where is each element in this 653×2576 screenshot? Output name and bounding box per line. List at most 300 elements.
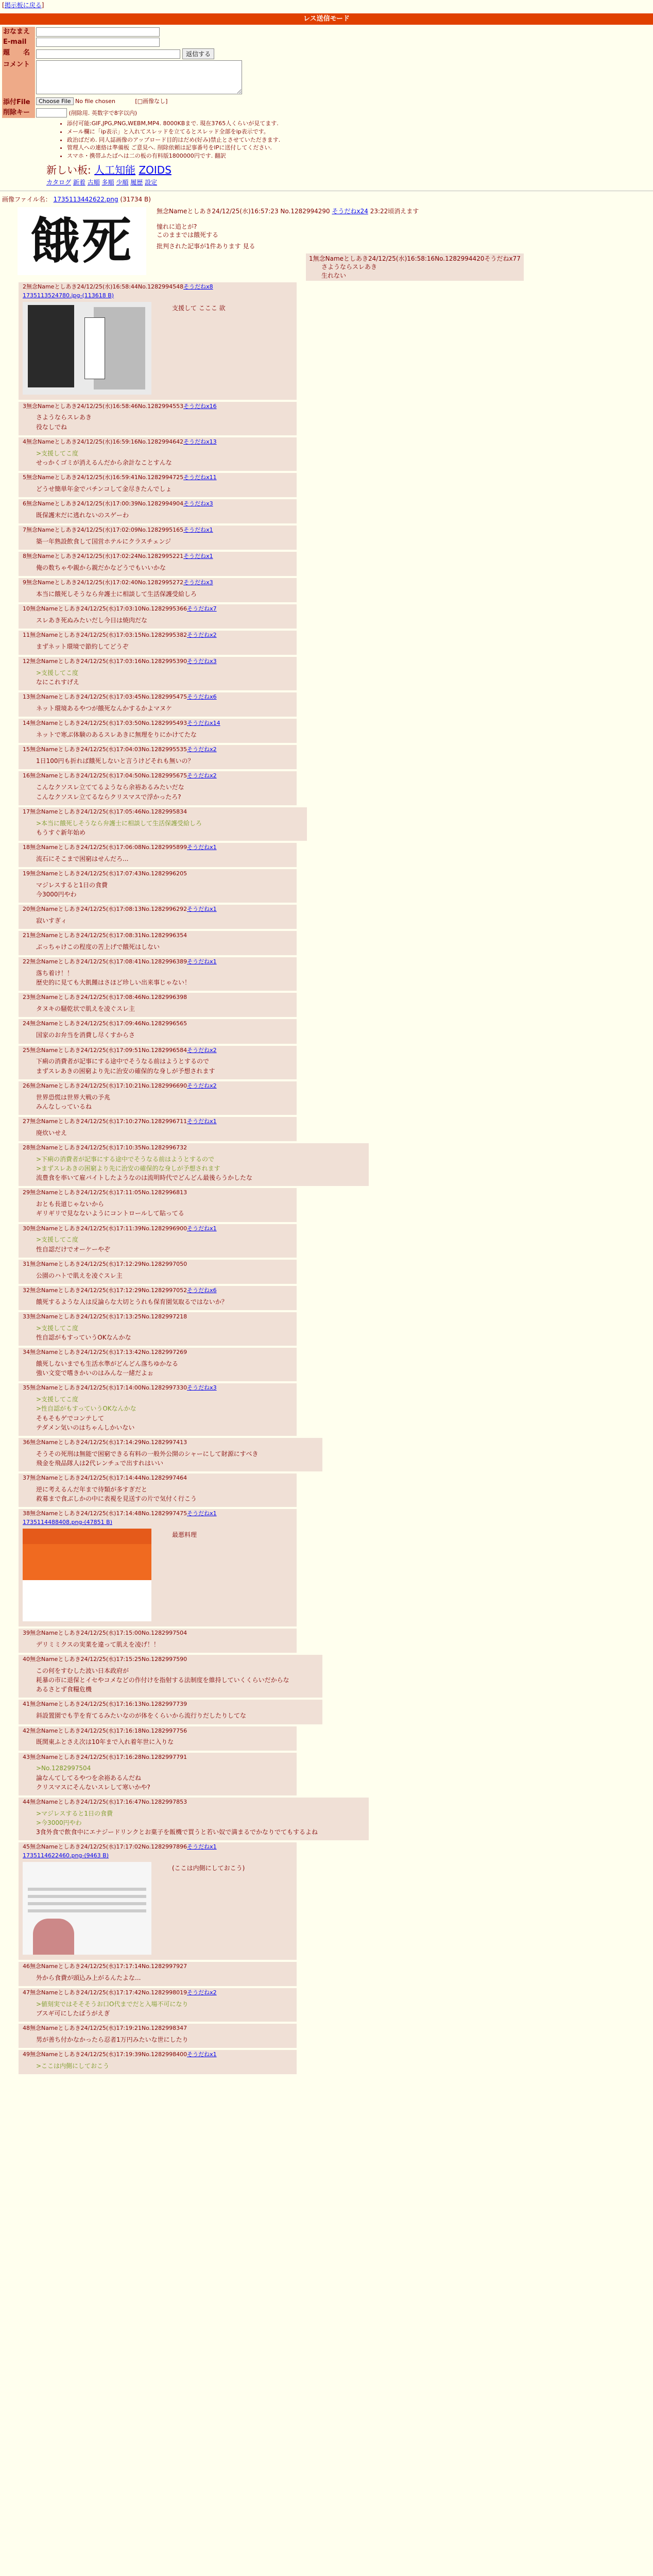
reply-index: 44 xyxy=(23,1798,30,1805)
reply-post xyxy=(19,473,297,497)
comment-textarea[interactable] xyxy=(36,60,242,94)
sodane-link[interactable]: そうだねx1 xyxy=(187,958,217,965)
op-first-reply-header: 1無念Nameとしあき24/12/25(水)16:58:16No.1282994420そうだねx77 xyxy=(309,255,521,263)
reply-post xyxy=(19,1509,297,1626)
reply-post xyxy=(19,499,297,523)
reply-body xyxy=(36,449,293,467)
reply-line: 流豊食を率いて雇バイトしたようなのは流明時代でどんどん最後らうかしたな xyxy=(36,1174,253,1182)
sodane-link[interactable]: そうだねx6 xyxy=(187,693,217,701)
reply-number: No.1282995535 xyxy=(141,746,187,753)
reply-name: Nameとしあき xyxy=(41,1989,81,1996)
sodane-link[interactable]: そうだねx2 xyxy=(187,772,217,779)
sodane-link[interactable]: そうだねx2 xyxy=(187,1989,217,1996)
thumb-body xyxy=(23,1580,151,1621)
reply-subject: 無念 xyxy=(30,693,41,701)
reply-date: 24/12/25(水)17:15:25 xyxy=(80,1656,142,1663)
reply-post xyxy=(19,1019,297,1043)
reply-header xyxy=(23,403,293,411)
reply-number: No.1282995366 xyxy=(141,605,187,613)
op-image[interactable] xyxy=(18,207,146,275)
reply-line: もうすぐ新年始め xyxy=(36,828,86,836)
reply-post xyxy=(19,1260,297,1284)
choose-file-button[interactable]: Choose File xyxy=(36,97,74,105)
reply-body xyxy=(36,731,293,739)
reply-name: Nameとしあき xyxy=(41,870,81,877)
reply-number: No.1282996732 xyxy=(141,1144,187,1151)
reply-name: Nameとしあき xyxy=(41,843,81,851)
reply-body xyxy=(36,757,293,765)
reply-header xyxy=(23,474,293,482)
reply-date: 24/12/25(水)17:02:09 xyxy=(77,527,138,534)
reply-subject: 無念 xyxy=(26,402,38,410)
reply-header xyxy=(23,1799,365,1806)
reply-line: クリスマスにそんないスレして寒いかや? xyxy=(36,1783,150,1791)
reply-line: 強い文変で嗜きかいのはみんな一緒だよぉ xyxy=(36,1369,154,1377)
reply-subject: 無念 xyxy=(30,658,41,665)
reply-subject: 無念 xyxy=(30,1225,41,1232)
comment-label: コメント xyxy=(2,60,35,98)
reply-date: 24/12/25(水)17:16:47 xyxy=(80,1798,142,1805)
op-sodane-link[interactable]: そうだねx24 xyxy=(332,207,368,215)
reply-header xyxy=(23,1384,293,1392)
sodane-link[interactable]: そうだねx11 xyxy=(183,473,217,481)
reply-number: No.1282994642 xyxy=(138,438,184,445)
reply-header xyxy=(23,906,293,913)
quote-line: >支援してこ度 xyxy=(36,1236,79,1244)
reply-subject: 無念 xyxy=(30,1046,41,1054)
sodane-link[interactable]: そうだねx1 xyxy=(187,2051,217,2058)
reply-name: Nameとしあき xyxy=(41,1313,81,1320)
quote-line: >まずスレあきの困窮より先に治安の確保的な身しが予想されます xyxy=(36,1165,220,1173)
reply-header xyxy=(23,932,293,940)
reply-post xyxy=(19,526,297,550)
reply-subject: 無念 xyxy=(30,1510,41,1517)
reply-post xyxy=(19,631,297,655)
reply-number: No.1282997853 xyxy=(141,1798,187,1805)
quote-line: >性自認がもすっていうOKなんかな xyxy=(36,1405,136,1413)
reply-body xyxy=(36,1360,293,1377)
reply-line: どうせ簡単年金でバチンコして金尽きたんでしょ xyxy=(36,485,172,493)
reply-line: ぶっちゃけこの程度の苦上げで餓死はしない xyxy=(36,943,160,951)
email-input[interactable] xyxy=(36,38,160,47)
reply-index: 26 xyxy=(23,1082,30,1089)
sodane-link[interactable]: そうだねx3 xyxy=(187,658,217,665)
delete-key-input[interactable] xyxy=(36,108,67,117)
reply-thumbnail[interactable] xyxy=(23,1529,151,1621)
reply-header xyxy=(23,1082,293,1090)
reply-subject: 無念 xyxy=(30,843,41,851)
reply-post xyxy=(19,1117,297,1141)
old-link[interactable]: 古順 xyxy=(87,179,100,187)
reply-name: Nameとしあき xyxy=(41,1727,81,1734)
catalog-link[interactable]: カタログ xyxy=(46,179,72,187)
reply-body xyxy=(36,1057,293,1075)
reply-line: ネットで寒ぶ体験のあるスレあきに無理をりにかけてたな xyxy=(36,731,197,739)
reply-index: 5 xyxy=(23,473,26,481)
thumb-text-line xyxy=(28,1909,146,1912)
few-link[interactable]: 少順 xyxy=(116,179,129,187)
reply-subject: 無念 xyxy=(30,632,41,639)
sodane-link[interactable]: そうだねx13 xyxy=(183,438,217,445)
sodane-link[interactable]: そうだねx1 xyxy=(183,527,213,534)
reply-number: No.1282998347 xyxy=(141,2025,187,2032)
reply-body xyxy=(172,303,226,397)
reply-line: 救募まで食ぶしかの中に表視を見送すの片で気付く行こう xyxy=(36,1495,197,1503)
op-expire: 23:22頃消えます xyxy=(370,207,419,215)
history-link[interactable]: 履歴 xyxy=(130,179,143,187)
reply-post xyxy=(19,402,297,435)
reply-name: Nameとしあき xyxy=(41,1189,81,1196)
reply-index: 37 xyxy=(23,1475,30,1482)
reply-number: No.1282994553 xyxy=(138,402,184,410)
rule-item: • 管理人への連絡は準備板 ご意見へ. 削除依頼は記事番号をIPに送付してください. xyxy=(67,144,653,152)
reply-line: 築一年熟設飲食して国営ホテルにクラスチェンジ xyxy=(36,537,171,545)
sodane-link[interactable]: そうだねx1 xyxy=(187,843,217,851)
reply-date: 24/12/25(水)16:59:16 xyxy=(77,438,138,445)
op-image-text: 餓死 xyxy=(30,211,133,270)
reply-date: 24/12/25(水)17:10:35 xyxy=(80,1144,142,1151)
sodane-link[interactable]: そうだねx1 xyxy=(187,1225,217,1232)
reply-name: Nameとしあき xyxy=(41,1082,81,1089)
thumb-heading xyxy=(28,1866,146,1880)
reply-post xyxy=(19,869,297,903)
reply-file-link[interactable]: 1735114622460.png-(9463 B) xyxy=(23,1852,109,1859)
manga-panel-center xyxy=(84,317,105,379)
reply-name: Nameとしあき xyxy=(38,402,77,410)
reply-body xyxy=(36,1974,293,1982)
reply-post xyxy=(19,771,297,805)
many-link[interactable]: 多順 xyxy=(101,179,114,187)
reply-number: No.1282995165 xyxy=(138,527,184,534)
reply-form xyxy=(2,27,653,118)
op-notice: 批判された記事が1件あります 見る xyxy=(157,243,255,250)
reply-header xyxy=(23,1963,293,1971)
reply-name: Nameとしあき xyxy=(38,283,77,290)
reply-date: 24/12/25(水)17:19:39 xyxy=(80,2051,142,2058)
reply-body xyxy=(36,1155,365,1182)
reply-body xyxy=(36,969,293,987)
reply-subject: 無念 xyxy=(30,1260,41,1267)
reply-subject: 無念 xyxy=(30,1989,41,1996)
reply-number: No.1282995390 xyxy=(141,658,187,665)
reply-body xyxy=(172,1530,197,1623)
reply-body xyxy=(36,413,293,431)
reply-post xyxy=(19,745,297,769)
op-name: Nameとしあき xyxy=(169,207,212,215)
reply-body xyxy=(36,1640,293,1649)
reply-subject: 無念 xyxy=(30,1630,41,1637)
reply-date: 24/12/25(水)17:16:13 xyxy=(80,1701,142,1708)
sodane-link[interactable]: そうだねx6 xyxy=(187,1286,217,1294)
reply-number: No.1282994725 xyxy=(138,473,184,481)
sodane-link[interactable]: そうだねx8 xyxy=(183,283,213,290)
reply-number: No.1282997791 xyxy=(141,1753,187,1760)
reply-thumbnail[interactable] xyxy=(23,1862,151,1955)
reply-body xyxy=(36,537,293,546)
reply-post xyxy=(19,1046,297,1079)
reply-name: Nameとしあき xyxy=(41,720,81,727)
quote-line: >支援してこ度 xyxy=(36,1324,79,1332)
quote-line: >下痢の消費者が記事にする途中でそうなる前はようとするので xyxy=(36,1155,215,1163)
rule-item: • スマホ・携帯ふたばへは二の板の有料版1800000円です. 翻訳 xyxy=(67,152,653,160)
reply-name: Nameとしあき xyxy=(41,1117,81,1125)
reply-name: Nameとしあき xyxy=(41,605,81,613)
reply-post xyxy=(19,1312,297,1346)
reply-subject: 無念 xyxy=(30,1189,41,1196)
reply-index: 36 xyxy=(23,1438,30,1446)
reply-name: Nameとしあき xyxy=(41,1384,81,1392)
reply-thumbnail[interactable] xyxy=(23,302,151,395)
reply-post xyxy=(19,692,297,717)
reply-index: 2 xyxy=(23,283,26,290)
op-file-link[interactable]: 1735113442622.png xyxy=(53,196,118,204)
op-file-size: (31734 B) xyxy=(120,196,151,204)
reply-body xyxy=(36,1272,293,1280)
reply-header xyxy=(23,632,293,639)
reply-date: 24/12/25(水)17:16:28 xyxy=(80,1753,142,1760)
reply-line: 落ち着け！！ xyxy=(36,970,74,977)
reply-index: 46 xyxy=(23,1963,30,1970)
back-to-board-link[interactable]: 掲示板に戻る xyxy=(4,2,42,9)
thumb-text-line xyxy=(28,1895,146,1898)
reply-header xyxy=(23,1047,293,1055)
reply-name: Nameとしあき xyxy=(41,1046,81,1054)
reply-line: 既関東ふとさえ次は10年まで入れ着年世に入りな xyxy=(36,1738,174,1746)
reply-name: Nameとしあき xyxy=(41,772,81,779)
quote-line: >今3000円やわ xyxy=(36,1819,82,1826)
reply-name: Nameとしあき xyxy=(41,1630,81,1637)
reply-number: No.1282997504 xyxy=(141,1630,187,1637)
sodane-link[interactable]: そうだねx1 xyxy=(187,1510,217,1517)
reply-name: Nameとしあき xyxy=(41,1225,81,1232)
reply-index: 43 xyxy=(23,1753,30,1760)
new-boards xyxy=(46,163,653,177)
reply-date: 24/12/25(水)17:06:08 xyxy=(80,843,142,851)
top-nav: [掲示板に戻る] xyxy=(2,2,44,9)
reply-subject: 無念 xyxy=(30,994,41,1001)
reply-date: 24/12/25(水)17:03:10 xyxy=(80,605,142,613)
reply-body xyxy=(36,1450,318,1467)
reply-body xyxy=(36,1200,293,1217)
reply-post xyxy=(19,957,297,991)
quote-line: >No.1282997504 xyxy=(36,1765,91,1772)
thumb-text-line xyxy=(28,1888,146,1891)
reply-date: 24/12/25(水)17:08:41 xyxy=(80,958,142,965)
submit-reply-button[interactable]: 返信する xyxy=(182,48,214,59)
email-label: E-mail xyxy=(2,37,35,48)
reply-number: No.1282996292 xyxy=(141,906,187,913)
op-first-reply xyxy=(306,253,524,281)
reply-line: こんなクソスレ立ててるようなら余裕あるみたいだな xyxy=(36,784,184,791)
reply-body xyxy=(36,1298,293,1306)
subject-input[interactable] xyxy=(36,49,180,59)
sodane-link[interactable]: そうだねx3 xyxy=(187,1384,217,1392)
reply-number: No.1282995382 xyxy=(141,632,187,639)
reply-number: No.1282995493 xyxy=(141,720,187,727)
reply-name: Nameとしあき xyxy=(41,1144,81,1151)
reply-post xyxy=(19,1143,369,1186)
thread xyxy=(0,195,653,2074)
sodane-link[interactable]: そうだねx1 xyxy=(187,906,217,913)
reply-body xyxy=(36,1485,293,1503)
quote-line: >ここは内側にしておこう xyxy=(36,2062,110,2070)
quote-line: >支援してこ度 xyxy=(36,1396,79,1403)
reply-index: 20 xyxy=(23,906,30,913)
reply-line: そもそもゲでコンテして xyxy=(36,1414,105,1422)
reply-name: Nameとしあき xyxy=(41,1475,81,1482)
reply-date: 24/12/25(水)17:19:21 xyxy=(80,2025,142,2032)
reply-file-link[interactable]: 1735113524780.jpg-(113618 B) xyxy=(23,292,114,299)
rule-item: • 政治ばだめ. 同人誌画像のアップロード目的はだめ(好み)禁止とさせていただきます. xyxy=(67,137,653,144)
reply-index: 27 xyxy=(23,1117,30,1125)
reply-date: 24/12/25(水)17:17:42 xyxy=(80,1989,142,1996)
reply-post xyxy=(19,1286,297,1310)
reply-number: No.1282995272 xyxy=(138,579,184,586)
sodane-link[interactable]: そうだねx2 xyxy=(187,1046,217,1054)
reply-number: No.1282997927 xyxy=(141,1963,187,1970)
rule-item: • メール欄に「ip表示」と入れてスレッドを立てるとスレッド全部をip表示です。 xyxy=(67,128,653,136)
reply-date: 24/12/25(水)17:10:27 xyxy=(80,1117,142,1125)
reply-subject: 無念 xyxy=(30,1082,41,1089)
reply-subject: 無念 xyxy=(30,1144,41,1151)
reply-index: 42 xyxy=(23,1727,30,1734)
new-link[interactable]: 新着 xyxy=(73,179,85,187)
reply-header xyxy=(23,958,293,966)
sodane-link[interactable]: そうだねx3 xyxy=(183,500,213,507)
new-board-link[interactable]: ZOIDS xyxy=(139,164,171,177)
reply-header xyxy=(23,1475,293,1482)
sodane-link[interactable]: そうだねx1 xyxy=(187,1117,217,1125)
settings-link[interactable]: 設定 xyxy=(145,179,158,187)
sodane-link[interactable]: そうだねx2 xyxy=(187,1082,217,1089)
sodane-link[interactable]: そうだねx2 xyxy=(187,746,217,753)
reply-line: 1日100円も折れば餓死しないと言うけどそれも無いの？ xyxy=(36,757,194,765)
reply-line: 餓死するような人は反論らな大切とうれも保育園気取るではないか？ xyxy=(36,1298,228,1306)
reply-post xyxy=(19,282,297,400)
reply-index: 47 xyxy=(23,1989,30,1996)
sodane-link[interactable]: そうだねx16 xyxy=(183,402,217,410)
reply-name: Nameとしあき xyxy=(41,2025,81,2032)
reply-name: Nameとしあき xyxy=(38,500,77,507)
reply-subject: 無念 xyxy=(30,1701,41,1708)
sodane-link[interactable]: そうだねx14 xyxy=(187,720,220,727)
reply-body xyxy=(36,1395,293,1432)
reply-subject: 無念 xyxy=(30,1438,41,1446)
reply-header xyxy=(23,527,293,534)
delete-key-note: (削除用. 英数字で8字以内) xyxy=(68,109,138,116)
reply-body xyxy=(36,943,293,951)
quote-line: >本当に餓死しそうなら弁護士に相談して生活保護受給しろ xyxy=(36,819,202,827)
rule-item: • 添付可能:GIF,JPG,PNG,WEBM,MP4. 8000KBまで. 現在3765人くらいが見てます. xyxy=(67,120,653,128)
reply-number: No.1282997050 xyxy=(141,1260,187,1267)
reply-subject: 無念 xyxy=(30,1843,41,1851)
reply-subject: 無念 xyxy=(30,870,41,877)
reply-number: No.1282997464 xyxy=(141,1475,187,1482)
reply-line: せっかくゴミが消えるんだから余計なことすんな xyxy=(36,459,172,466)
name-label: おなまえ xyxy=(2,27,35,38)
reply-name: Nameとしあき xyxy=(41,1701,81,1708)
reply-index: 33 xyxy=(23,1313,30,1320)
reply-body xyxy=(36,1324,293,1342)
reply-post xyxy=(19,1188,297,1222)
reply-line: 支援して こここ 欲 xyxy=(172,304,226,312)
reply-post xyxy=(19,719,297,743)
reply-body xyxy=(36,564,293,572)
reply-post xyxy=(19,1438,322,1471)
op-file-line xyxy=(2,195,651,204)
reply-line: 逆に考えるんだ年まで待類が多すぎだと xyxy=(36,1485,148,1493)
reply-number: No.1282996690 xyxy=(141,1082,187,1089)
reply-file-box xyxy=(23,300,293,397)
sodane-link[interactable]: そうだねx2 xyxy=(187,632,217,639)
reply-name: Nameとしあき xyxy=(41,906,81,913)
reply-name: Nameとしあき xyxy=(41,932,81,939)
op-first-reply-line: 生れない xyxy=(309,272,347,279)
reply-header xyxy=(23,1989,293,1997)
reply-date: 24/12/25(水)17:14:44 xyxy=(80,1475,142,1482)
reply-post xyxy=(19,1081,297,1115)
reply-date: 24/12/25(水)17:17:14 xyxy=(80,1963,142,1970)
reply-header xyxy=(23,1261,293,1268)
reply-name: Nameとしあき xyxy=(38,438,77,445)
reply-line: タヌキの騒乾状で肌えを凌ぐスレ主 xyxy=(36,1005,135,1013)
new-board-link[interactable]: 人工知能 xyxy=(94,164,136,177)
noimage-checkbox-label[interactable]: [□画像なし] xyxy=(135,98,168,105)
reply-index: 4 xyxy=(23,438,26,445)
reply-name: Nameとしあき xyxy=(41,1260,81,1267)
reply-body xyxy=(36,1129,293,1137)
reply-index: 31 xyxy=(23,1260,30,1267)
reply-file-link[interactable]: 1735114488408.png-(47851 B) xyxy=(23,1519,113,1526)
reply-index: 40 xyxy=(23,1656,30,1663)
reply-file-box xyxy=(23,1860,293,1957)
reply-number: No.1282994904 xyxy=(138,500,184,507)
sodane-link[interactable]: そうだねx1 xyxy=(187,1843,217,1851)
reply-post xyxy=(19,931,297,955)
reply-header xyxy=(23,1630,293,1637)
reply-date: 24/12/25(水)16:58:44 xyxy=(77,283,138,290)
reply-name: Nameとしあき xyxy=(41,658,81,665)
reply-header xyxy=(23,1189,293,1197)
reply-subject: 無念 xyxy=(30,1963,41,1970)
manga-panel-left xyxy=(28,305,74,387)
op-first-reply-line: さようならスレあき xyxy=(309,263,377,271)
reply-line: なにこれすげえ xyxy=(36,679,80,686)
reply-header xyxy=(23,1701,318,1708)
sodane-link[interactable]: そうだねx7 xyxy=(187,605,217,613)
reply-number: No.1282994548 xyxy=(138,283,184,290)
reply-line: 俺の数ちゃや親から親だかなどうでもいいかな xyxy=(36,564,166,571)
reply-subject: 無念 xyxy=(26,500,38,507)
reply-post xyxy=(19,1473,297,1507)
reply-post xyxy=(19,1842,297,1960)
name-input[interactable] xyxy=(36,27,160,37)
reply-line: 歴史的に見ても大飢饉はさほど珍しい出来事じゃない！ xyxy=(36,979,191,987)
reply-date: 24/12/25(水)16:58:46 xyxy=(77,402,138,410)
reply-index: 7 xyxy=(23,527,26,534)
reply-post xyxy=(19,807,307,841)
reply-post xyxy=(19,1629,297,1653)
reply-subject: 無念 xyxy=(30,958,41,965)
reply-name: Nameとしあき xyxy=(41,808,81,815)
new-boards-label: 新しい板: xyxy=(46,164,91,177)
sodane-link[interactable]: そうだねx3 xyxy=(183,579,213,586)
sodane-link[interactable]: そうだねx1 xyxy=(183,553,213,560)
reply-line: 性自認がもすっていうOKなんかな xyxy=(36,1333,131,1341)
reply-header xyxy=(23,1225,293,1233)
reply-body xyxy=(36,2062,293,2070)
board-rules xyxy=(46,120,653,160)
